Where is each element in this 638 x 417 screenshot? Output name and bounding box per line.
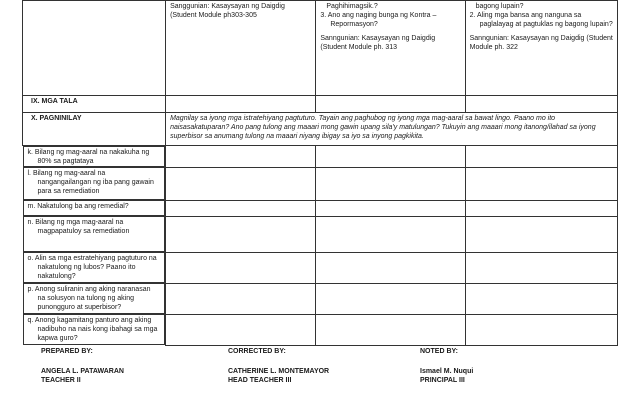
question-continuation: Paghihimagsik.? <box>326 3 378 10</box>
row-label-k: k. Bilang ng mag-aaral na nakakuha ng 80% sa pagtataya <box>23 146 166 167</box>
table-row <box>23 252 618 283</box>
top-cell-questions-2 <box>465 1 617 96</box>
corrected-by-name: CATHERINE L. MONTEMAYOR <box>228 368 330 375</box>
top-row <box>23 1 618 96</box>
top-cell-reference <box>166 1 316 96</box>
reference-text: Sanggunian: Kasaysayan ng Daigdig (Student Module ph303-305 <box>170 3 285 19</box>
top-cell-questions <box>316 1 465 96</box>
table-row <box>23 167 618 200</box>
row-label-m: m. Nakatulong ba ang remedial? <box>23 200 166 216</box>
prepared-by-label: PREPARED BY: <box>41 348 93 355</box>
noted-by-name: Ismael M. Nuqui <box>420 368 474 375</box>
prepared-by-name: ANGELA L. PATAWARAN <box>41 368 124 375</box>
question-item-3: 3. Ano ang naging bunga ng Kontra – Repormasyon? <box>320 12 437 28</box>
pagninilay-row <box>23 113 618 146</box>
mga-tala-cell <box>166 96 316 113</box>
mga-tala-row <box>23 96 618 113</box>
corrected-by-label: CORRECTED BY: <box>228 348 286 355</box>
table-row <box>23 216 618 252</box>
row-label-o: o. Alin sa mga estratehiyang pagtuturo na nakatulong ng lubos? Paano ito nakatulong? <box>23 252 166 283</box>
lesson-plan-table <box>22 0 618 346</box>
table-row <box>23 314 618 345</box>
question-reference-2: Sanngunian: Kasaysayan ng Daigdig (Student Module ph. 322 <box>469 35 613 51</box>
row-label-p: p. Anong suliranin ang aking naranasan na solusyon na tulong ng aking punongguro at superbisor? <box>23 283 166 314</box>
noted-by-block <box>420 347 473 385</box>
corrected-by-block <box>228 347 329 385</box>
table-row <box>23 200 618 216</box>
question-item-2: 2. Aling mga bansa ang nanguna sa paglalayag at pagtuklas ng bagong lupain? <box>469 12 613 28</box>
question-continuation-2: bagong lupain? <box>475 3 524 10</box>
row-label-q: q. Anong kagamitang panturo ang aking nadibuho na nais kong ibahagi sa mga kapwa guro? <box>23 314 166 345</box>
noted-by-label: NOTED BY: <box>420 348 458 355</box>
mga-tala-label: IX. MGA TALA <box>23 96 166 113</box>
question-reference: Sanngunian: Kasaysayan ng Daigdig (Student Module ph. 313 <box>320 35 436 51</box>
table-row <box>23 283 618 314</box>
prepared-by-block <box>41 347 124 385</box>
row-label-l: l. Bilang ng mag-aaral na nangangailangan ng iba pang gawain para sa remediation <box>23 167 166 200</box>
row-label-n: n. Bilang ng mga mag-aaral na magpapatuloy sa remediation <box>23 216 166 252</box>
noted-by-title: PRINCIPAL III <box>420 377 465 384</box>
table-row <box>23 146 618 168</box>
prepared-by-title: TEACHER II <box>41 377 81 384</box>
pagninilay-label: X. PAGNINILAY <box>23 113 166 146</box>
pagninilay-text: Magnilay sa iyong mga istratehiyang pagtuturo. Tayain ang paghubog ng iyong mga mag-aaral sa bawat lingo. Paano mo ito naisasakatuparan? Ano pang tulong ang maaari mong gawin upang sila'y matulungan? Tukuyin ang maaari mong itanong/ilahad sa iyong superbisor sa anumang tulong na maaari niyang ibigay sa iyo sa inyong pagkikita. <box>166 113 618 146</box>
top-cell-label <box>23 1 166 96</box>
corrected-by-title: HEAD TEACHER III <box>228 377 292 384</box>
